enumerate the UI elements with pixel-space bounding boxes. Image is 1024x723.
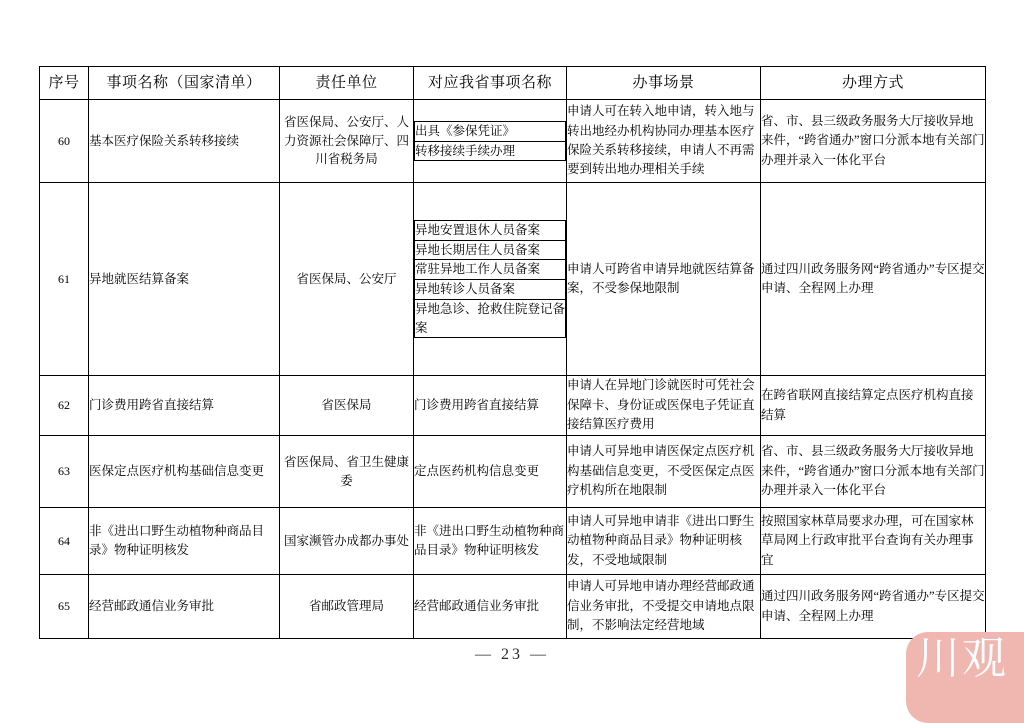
table-row	[40, 436, 986, 508]
cell-service-scenario: 申请人在异地门诊就医时可凭社会保障卡、身份证或医保电子凭证直接结算医疗费用	[567, 376, 761, 436]
cell-service-scenario: 申请人可异地申请医保定点医疗机构基础信息变更，不受医保定点医疗机构所在地限制	[567, 436, 761, 508]
cell-seq: 64	[40, 508, 89, 575]
cell-province-item-group	[414, 100, 567, 183]
cell-service-scenario: 申请人可异地申请办理经营邮政通信业务审批，不受提交申请地点限制，不影响法定经营地域	[567, 575, 761, 639]
cell-seq: 62	[40, 376, 89, 436]
province-item: 异地转诊人员备案	[415, 280, 566, 300]
cell-item-name: 经营邮政通信业务审批	[89, 575, 280, 639]
province-item: 常驻异地工作人员备案	[415, 260, 566, 280]
page-number: — 23 —	[475, 646, 549, 663]
cell-responsible-unit: 省医保局、省卫生健康委	[280, 436, 414, 508]
cell-service-scenario: 申请人可异地申请非《进出口野生动植物种商品目录》物种证明核发，不受地域限制	[567, 508, 761, 575]
cell-province-item-group	[414, 183, 567, 376]
table-row	[40, 183, 986, 376]
cell-responsible-unit: 国家濒管办成都办事处	[280, 508, 414, 575]
cell-responsible-unit: 省医保局、公安厅、人力资源社会保障厅、四川省税务局	[280, 100, 414, 183]
header-handling-method: 办理方式	[761, 67, 986, 100]
table-row	[40, 100, 986, 183]
cell-item-name: 异地就医结算备案	[89, 183, 280, 376]
table-header-row	[40, 67, 986, 100]
province-item: 转移接续手续办理	[415, 141, 566, 161]
header-responsible-unit: 责任单位	[280, 67, 414, 100]
watermark-chuanguan	[906, 632, 1024, 723]
province-item-subtable	[414, 220, 566, 339]
province-item: 出具《参保凭证》	[415, 121, 566, 141]
province-item-subtable	[414, 121, 566, 162]
cell-seq: 60	[40, 100, 89, 183]
cell-responsible-unit: 省医保局	[280, 376, 414, 436]
cell-handling-method: 在跨省联网直接结算定点医疗机构直接结算	[761, 376, 986, 436]
cell-service-scenario: 申请人可跨省申请异地就医结算备案，不受参保地限制	[567, 183, 761, 376]
cell-responsible-unit: 省医保局、公安厅	[280, 183, 414, 376]
province-item: 异地安置退休人员备案	[415, 220, 566, 240]
province-subrow	[415, 280, 566, 300]
cell-province-item-name: 定点医药机构信息变更	[414, 436, 567, 508]
cell-province-item-name: 非《进出口野生动植物种商品目录》物种证明核发	[414, 508, 567, 575]
province-subrow	[415, 260, 566, 280]
province-subrow	[415, 220, 566, 240]
header-service-scenario: 办事场景	[567, 67, 761, 100]
cell-handling-method: 通过四川政务服务网“跨省通办”专区提交申请、全程网上办理	[761, 183, 986, 376]
cell-seq: 65	[40, 575, 89, 639]
cell-item-name: 基本医疗保险关系转移接续	[89, 100, 280, 183]
province-item: 异地急诊、抢救住院登记备案	[415, 299, 566, 338]
province-item: 异地长期居住人员备案	[415, 240, 566, 260]
cell-item-name: 非《进出口野生动植物种商品目录》物种证明核发	[89, 508, 280, 575]
cell-handling-method: 通过四川政务服务网“跨省通办”专区提交申请、全程网上办理	[761, 575, 986, 639]
cell-province-item-name: 经营邮政通信业务审批	[414, 575, 567, 639]
province-subrow	[415, 299, 566, 338]
watermark-text: 川观	[916, 633, 1008, 684]
province-subrow	[415, 121, 566, 141]
cell-item-name: 医保定点医疗机构基础信息变更	[89, 436, 280, 508]
cell-handling-method: 按照国家林草局要求办理，可在国家林草局网上行政审批平台查询有关办理事宜	[761, 508, 986, 575]
cell-seq: 63	[40, 436, 89, 508]
cell-service-scenario: 申请人可在转入地申请，转入地与转出地经办机构协同办理基本医疗保险关系转移接续，申请人不再需要到转出地办理相关手续	[567, 100, 761, 183]
header-province-item-name: 对应我省事项名称	[414, 67, 567, 100]
table-row	[40, 575, 986, 639]
cell-handling-method: 省、市、县三级政务服务大厅接收异地来件，“跨省通办”窗口分派本地有关部门办理并录入一体化平台	[761, 100, 986, 183]
table-row	[40, 376, 986, 436]
cell-responsible-unit: 省邮政管理局	[280, 575, 414, 639]
cell-seq: 61	[40, 183, 89, 376]
cell-item-name: 门诊费用跨省直接结算	[89, 376, 280, 436]
cell-handling-method: 省、市、县三级政务服务大厅接收异地来件，“跨省通办”窗口分派本地有关部门办理并录入一体化平台	[761, 436, 986, 508]
table-row	[40, 508, 986, 575]
header-seq: 序号	[40, 67, 89, 100]
province-subrow	[415, 240, 566, 260]
header-item-name: 事项名称（国家清单）	[89, 67, 280, 100]
cell-province-item-name: 门诊费用跨省直接结算	[414, 376, 567, 436]
cross-province-services-table	[39, 66, 986, 639]
province-subrow	[415, 141, 566, 161]
